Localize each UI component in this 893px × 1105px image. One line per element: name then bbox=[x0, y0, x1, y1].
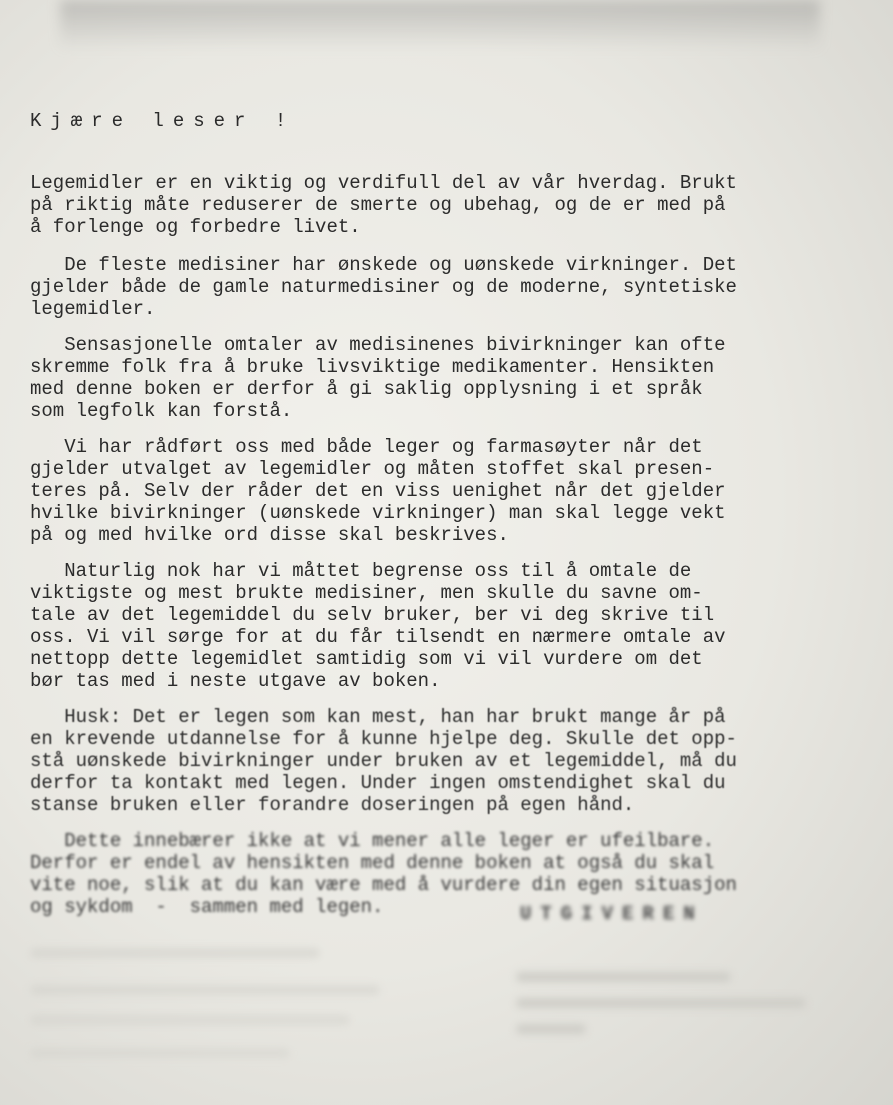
paragraph-5: Naturlig nok har vi måttet begrense oss til å omtale de viktigste og mest brukte medisiner, men skulle du savne om- tale av det legemiddel du selv bruker, ber vi deg skrive til oss. Vi vil sørge for at du får tilsendt en nærmere omtale av nettopp dette legemidlet samtidig som vi vil vurdere om det bør tas med i neste utgave av boken. bbox=[30, 560, 726, 692]
paragraph-4: Vi har rådført oss med både leger og farmasøyter når det gjelder utvalget av legemidler og måten stoffet skal presen- teres på. Selv der råder det en viss uenighet når det gjelder hvilke bivirkninger (uønskede virkninger) man skal legge vekt på og med hvilke ord disse skal beskrives. bbox=[30, 436, 726, 546]
paragraph-1: Legemidler er en viktig og verdifull del av vår hverdag. Brukt på riktig måte reduserer de smerte og ubehag, og de er med på å forlenge og forbedre livet. bbox=[30, 172, 737, 238]
paragraph-2: De fleste medisiner har ønskede og uønskede virkninger. Det gjelder både de gamle naturmedisiner og de moderne, syntetiske legemidler. bbox=[30, 254, 737, 320]
paragraph-3: Sensasjonelle omtaler av medisinenes bivirkninger kan ofte skremme folk fra å bruke livsviktige medikamenter. Hensikten med denne boken er derfor å gi saklig opplysning i et språk som legfolk kan forstå. bbox=[30, 334, 726, 422]
previous-page-bleed bbox=[60, 0, 820, 48]
salutation: Kjære leser ! bbox=[30, 110, 296, 132]
signature: UTGIVEREN bbox=[520, 903, 704, 925]
letter-body bbox=[30, 110, 870, 932]
paragraph-6: Husk: Det er legen som kan mest, han har brukt mange år på en krevende utdannelse for å kunne hjelpe deg. Skulle det opp- stå uønskede bivirkninger under bruken av et legemiddel, må du derfor ta kontakt med legen. Under ingen omstendighet skal du stanse bruken eller forandre doseringen på egen hånd. bbox=[30, 706, 737, 816]
paragraph-7: Dette innebærer ikke at vi mener alle leger er ufeilbare. Derfor er endel av hensikten med denne boken at også du skal vite noe, slik at du kan være med å vurdere din egen situasjon og sykdom - sammen med legen. bbox=[30, 830, 737, 918]
